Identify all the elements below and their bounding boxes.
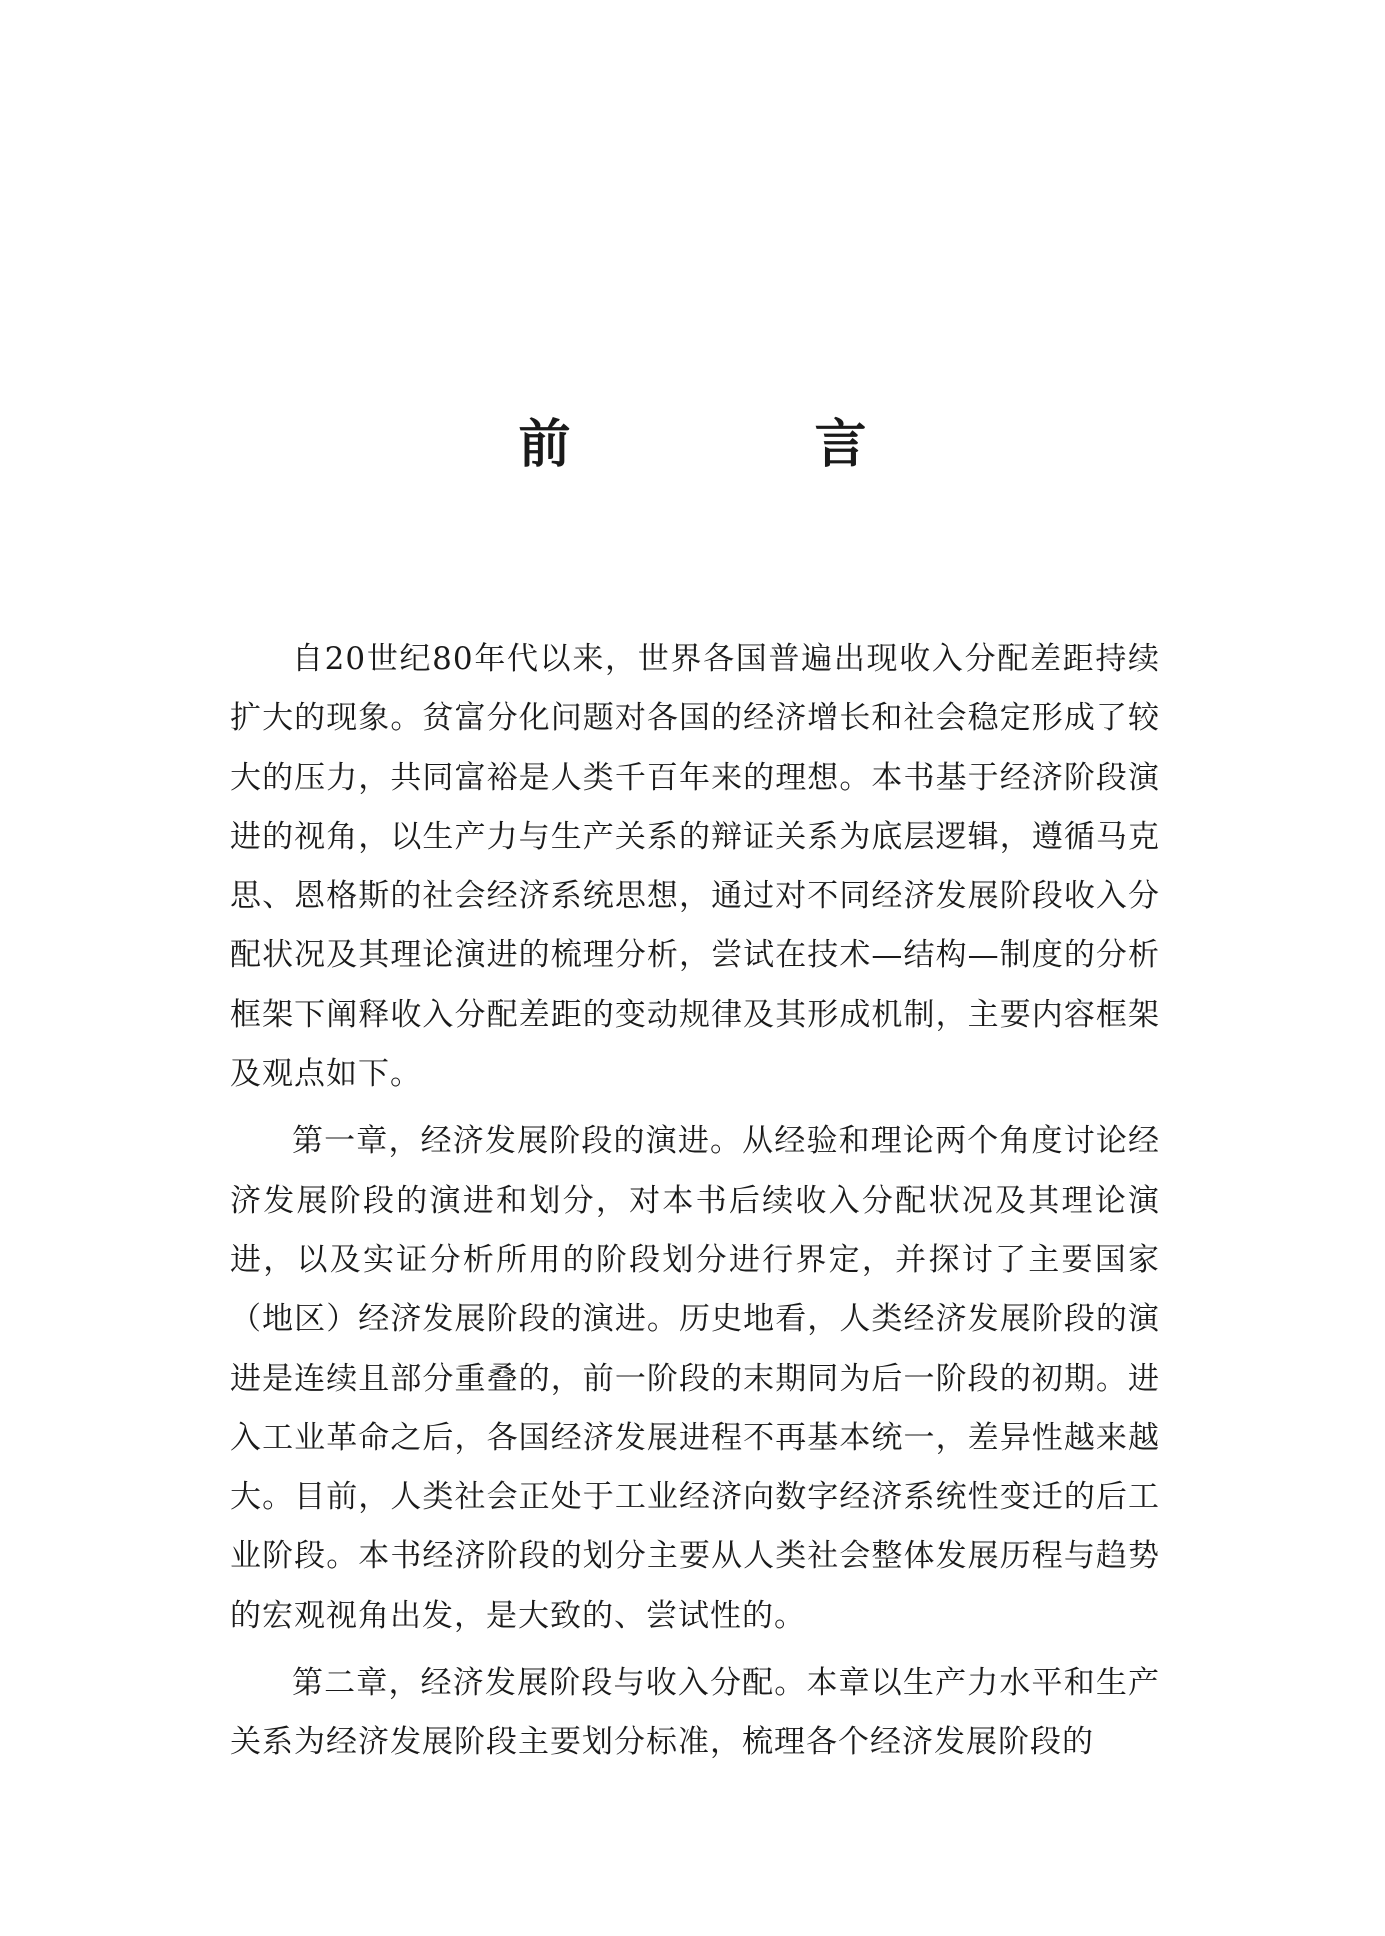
paragraph-3: 第二章，经济发展阶段与收入分配。本章以生产力水平和生产关系为经济发展阶段主要划分标准，梳理各个经济发展阶段的: [230, 1665, 1160, 1761]
paragraph-1: 自20世纪80年代以来，世界各国普遍出现收入分配差距持续扩大的现象。贫富分化问题对各国的经济增长和社会稳定形成了较大的压力，共同富裕是人类千百年来的理想。本书基于经济阶段演进的视角，以生产力与生产关系的辩证关系为底层逻辑，遵循马克思、恩格斯的社会经济系统思想，通过对不同经济发展阶段收入分配状况及其理论演进的梳理分析，尝试在技术—结构—制度的分析框架下阐释收入分配差距的变动规律及其形成机制，主要内容框架及观点如下。: [230, 641, 1160, 1093]
paragraph-2: 第一章，经济发展阶段的演进。从经验和理论两个角度讨论经济发展阶段的演进和划分，对本书后续收入分配状况及其理论演进，以及实证分析所用的阶段划分进行界定，并探讨了主要国家（地区）经济发展阶段的演进。历史地看，人类经济发展阶段的演进是连续且部分重叠的，前一阶段的末期同为后一阶段的初期。进入工业革命之后，各国经济发展进程不再基本统一，差异性越来越大。目前，人类社会正处于工业经济向数字经济系统性变迁的后工业阶段。本书经济阶段的划分主要从人类社会整体发展历程与趋势的宏观视角出发，是大致的、尝试性的。: [230, 1123, 1160, 1634]
body-text: [230, 630, 1160, 1773]
page-title: 前 言: [518, 414, 963, 475]
